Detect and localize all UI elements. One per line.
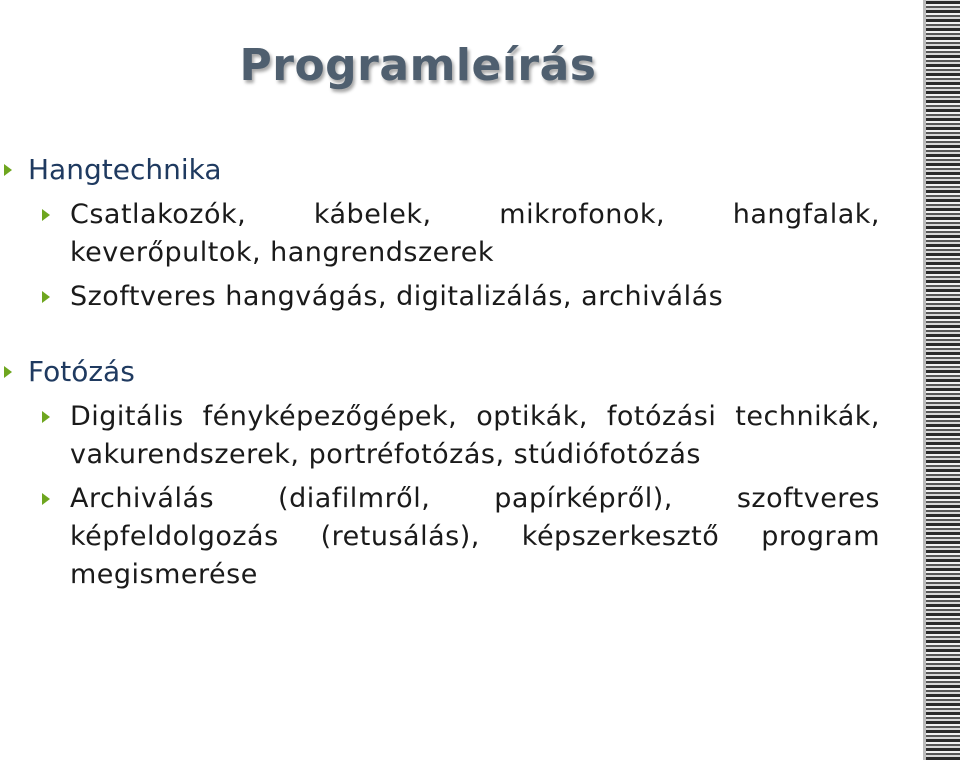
- triangle-bullet-icon: [42, 493, 50, 505]
- list-item-text: Archiválás (diafilmről, papírképről), szoftveres képfeldolgozás (retusálás), képszerkesztő program megismerése: [70, 483, 880, 590]
- section-heading-text: Hangtechnika: [28, 153, 222, 186]
- list-item: [70, 278, 880, 316]
- list-item: [70, 480, 880, 594]
- decorative-film-strip: [926, 0, 960, 760]
- list-item-text: Csatlakozók, kábelek, mikrofonok, hangfalak, keverőpultok, hangrendszerek: [70, 199, 880, 268]
- slide-title: Programleírás: [239, 40, 597, 91]
- section-heading: [0, 150, 930, 190]
- section-hangtechnika: [0, 150, 930, 316]
- bullet-list: [0, 150, 930, 594]
- triangle-bullet-icon: [42, 209, 50, 221]
- triangle-bullet-icon: [42, 411, 50, 423]
- list-item-text: Digitális fényképezőgépek, optikák, fotózási technikák, vakurendszerek, portréfotózás, stúdiófotózás: [70, 401, 880, 470]
- triangle-bullet-icon: [4, 164, 12, 176]
- section-heading: [0, 352, 930, 392]
- list-item-text: Szoftveres hangvágás, digitalizálás, archiválás: [70, 281, 724, 312]
- list-item: [70, 196, 880, 272]
- section-heading-text: Fotózás: [28, 355, 135, 388]
- list-item: [70, 398, 880, 474]
- triangle-bullet-icon: [4, 366, 12, 378]
- triangle-bullet-icon: [42, 291, 50, 303]
- section-fotozas: [0, 352, 930, 594]
